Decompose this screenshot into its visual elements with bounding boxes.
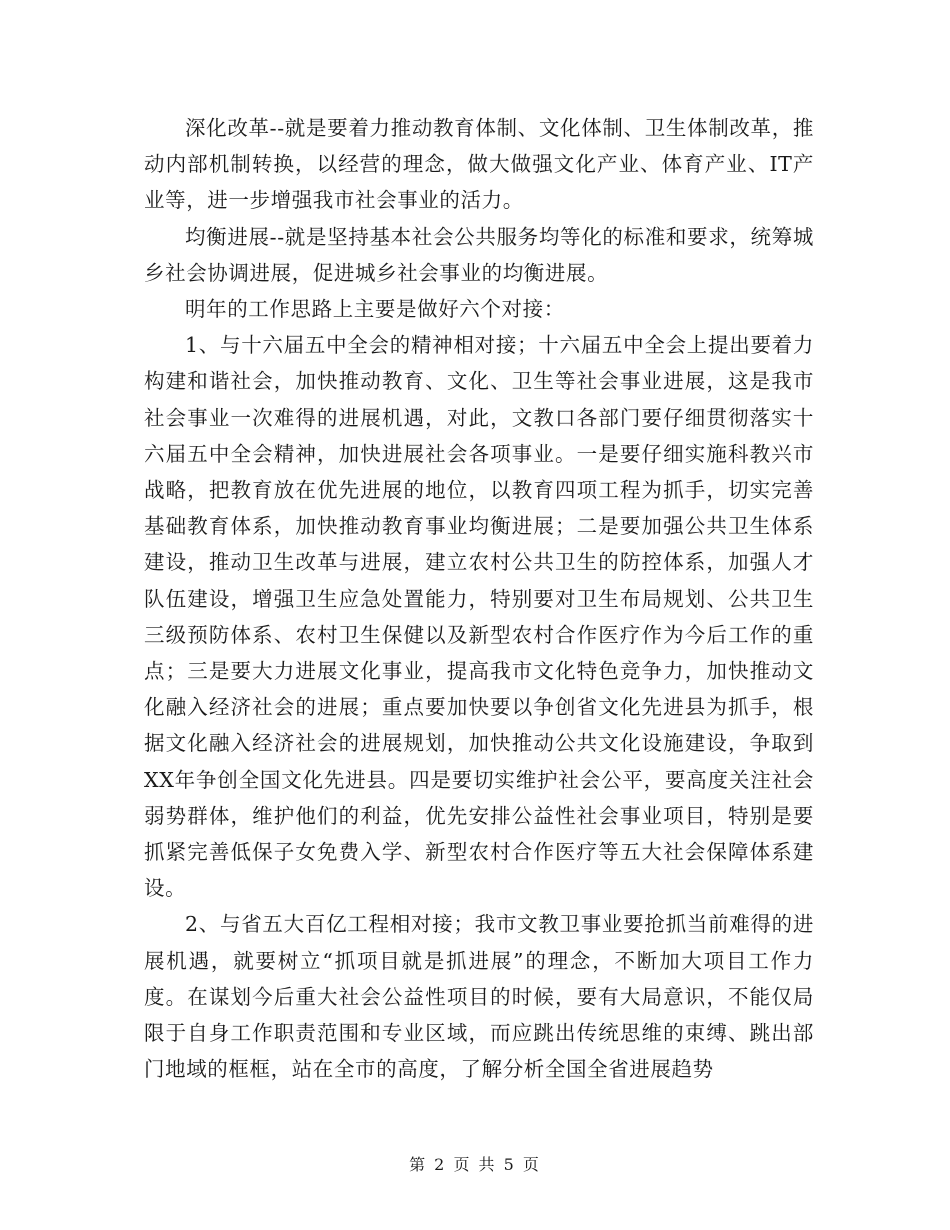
paragraph-work-plan-intro: 明年的工作思路上主要是做好六个对接： [185, 297, 565, 322]
paragraph-balanced-development: 均衡进展--就是坚持基本社会公共服务均等化的标准和要求，统筹城乡社会协调进展，促进城乡社会事业的均衡进展。 [144, 224, 814, 285]
document-body [144, 110, 814, 1087]
paragraph-deepen-reform: 深化改革--就是要着力推动教育体制、文化体制、卫生体制改革，推动内部机制转换，以经营的理念，做大做强文化产业、体育产业、IT产业等，进一步增强我市社会事业的活力。 [144, 116, 814, 213]
paragraph-item-2: 2、与省五大百亿工程相对接；我市文教卫事业要抢抓当前难得的进展机遇，就要树立“抓项目就是抓进展”的理念，不断加大项目工作力度。在谋划今后重大社会公益性项目的时候，要有大局意识，不能仅局限于自身工作职责范围和专业区域，而应跳出传统思维的束缚、跳出部门地域的框框，站在全市的高度，了解分析全国全省进展趋势 [144, 912, 814, 1082]
paragraph-item-1: 1、与十六届五中全会的精神相对接；十六届五中全会上提出要着力构建和谐社会，加快推动教育、文化、卫生等社会事业进展，这是我市社会事业一次难得的进展机遇，对此，文教口各部门要仔细贯彻落实十六届五中全会精神，加快进展社会各项事业。一是要仔细实施科教兴市战略，把教育放在优先进展的地位，以教育四项工程为抓手，切实完善基础教育体系，加快推动教育事业均衡进展；二是要加强公共卫生体系建设，推动卫生改革与进展，建立农村公共卫生的防控体系，加强人才队伍建设，增强卫生应急处置能力，特别要对卫生布局规划、公共卫生三级预防体系、农村卫生保健以及新型农村合作医疗作为今后工作的重点；三是要大力进展文化事业，提高我市文化特色竞争力，加快推动文化融入经济社会的进展；重点要加快要以争创省文化先进县为抓手，根据文化融入经济社会的进展规划，加快推动公共文化设施建设，争取到XX年争创全国文化先进县。四是要切实维护社会公平，要高度关注社会弱势群体，维护他们的利益，优先安排公益性社会事业项目，特别是要抓紧完善低保子女免费入学、新型农村合作医疗等五大社会保障体系建设。 [144, 333, 814, 901]
page-number-footer: 第 2 页 共 5 页 [409, 1155, 541, 1174]
